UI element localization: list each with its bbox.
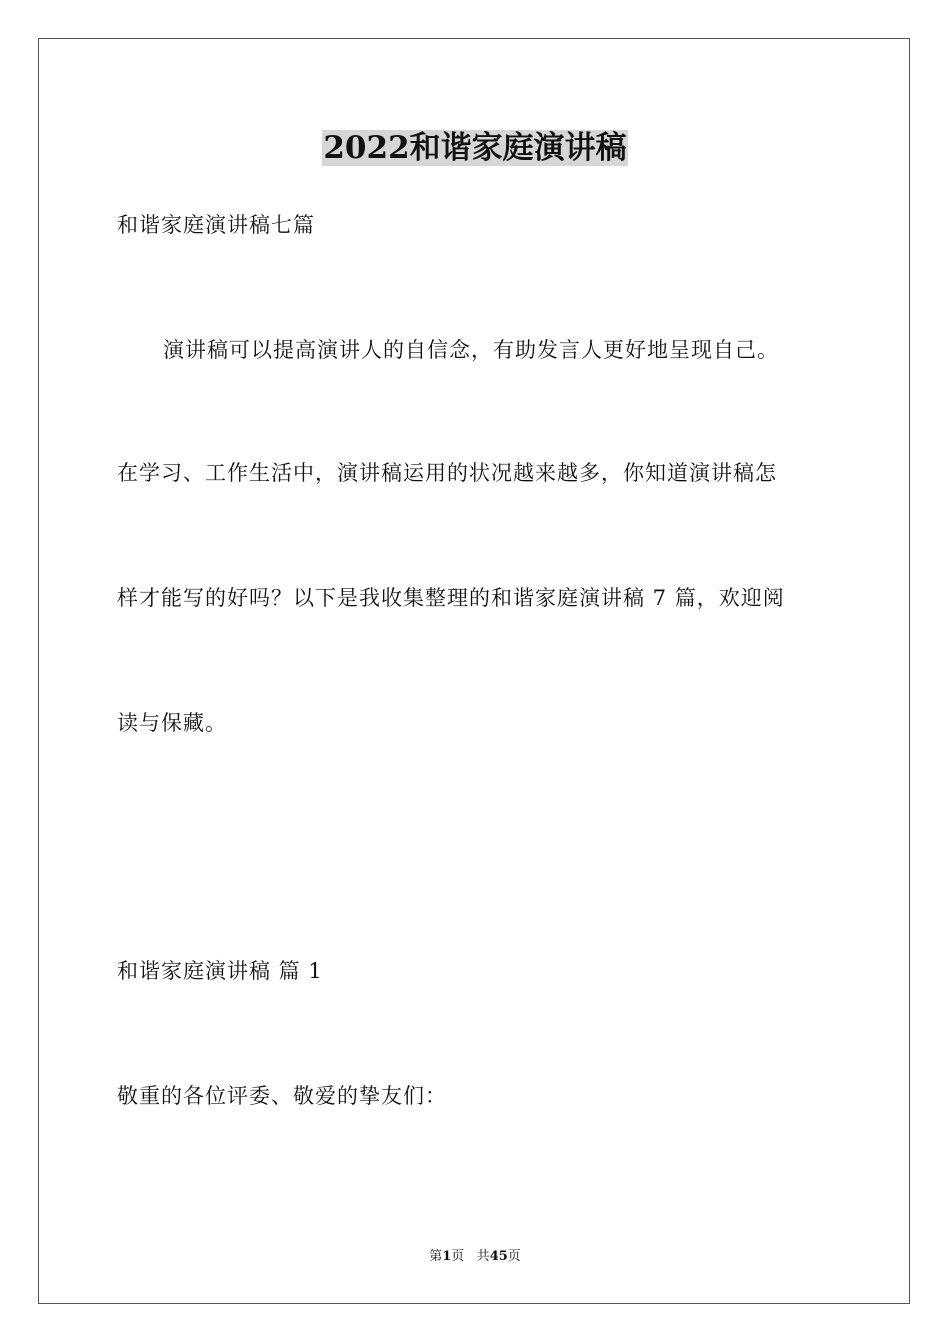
footer-total-prefix: 共 xyxy=(476,1249,490,1264)
section-heading: 和谐家庭演讲稿 篇 1 xyxy=(117,959,323,983)
document-title-text: 2022和谐家庭演讲稿 xyxy=(323,130,627,166)
footer-total-pages: 45 xyxy=(489,1249,508,1264)
salutation: 敬重的各位评委、敬爱的挚友们： xyxy=(117,1084,447,1108)
paragraph-line-4: 读与保藏。 xyxy=(117,711,227,735)
document-title xyxy=(0,128,950,168)
document-subtitle: 和谐家庭演讲稿七篇 xyxy=(117,213,315,237)
page-footer xyxy=(0,1248,950,1266)
paragraph-line-3: 样才能写的好吗？以下是我收集整理的和谐家庭演讲稿 7 篇，欢迎阅 xyxy=(117,586,785,610)
footer-total-suffix: 页 xyxy=(507,1249,521,1264)
footer-page-prefix: 第 xyxy=(429,1249,443,1264)
footer-page-number: 1 xyxy=(442,1249,452,1264)
paragraph-line-2: 在学习、工作生活中，演讲稿运用的状况越来越多，你知道演讲稿怎 xyxy=(117,461,777,485)
footer-page-suffix: 页 xyxy=(451,1249,465,1264)
paragraph-line-1: 演讲稿可以提高演讲人的自信念，有助发言人更好地呈现自己。 xyxy=(163,338,779,362)
